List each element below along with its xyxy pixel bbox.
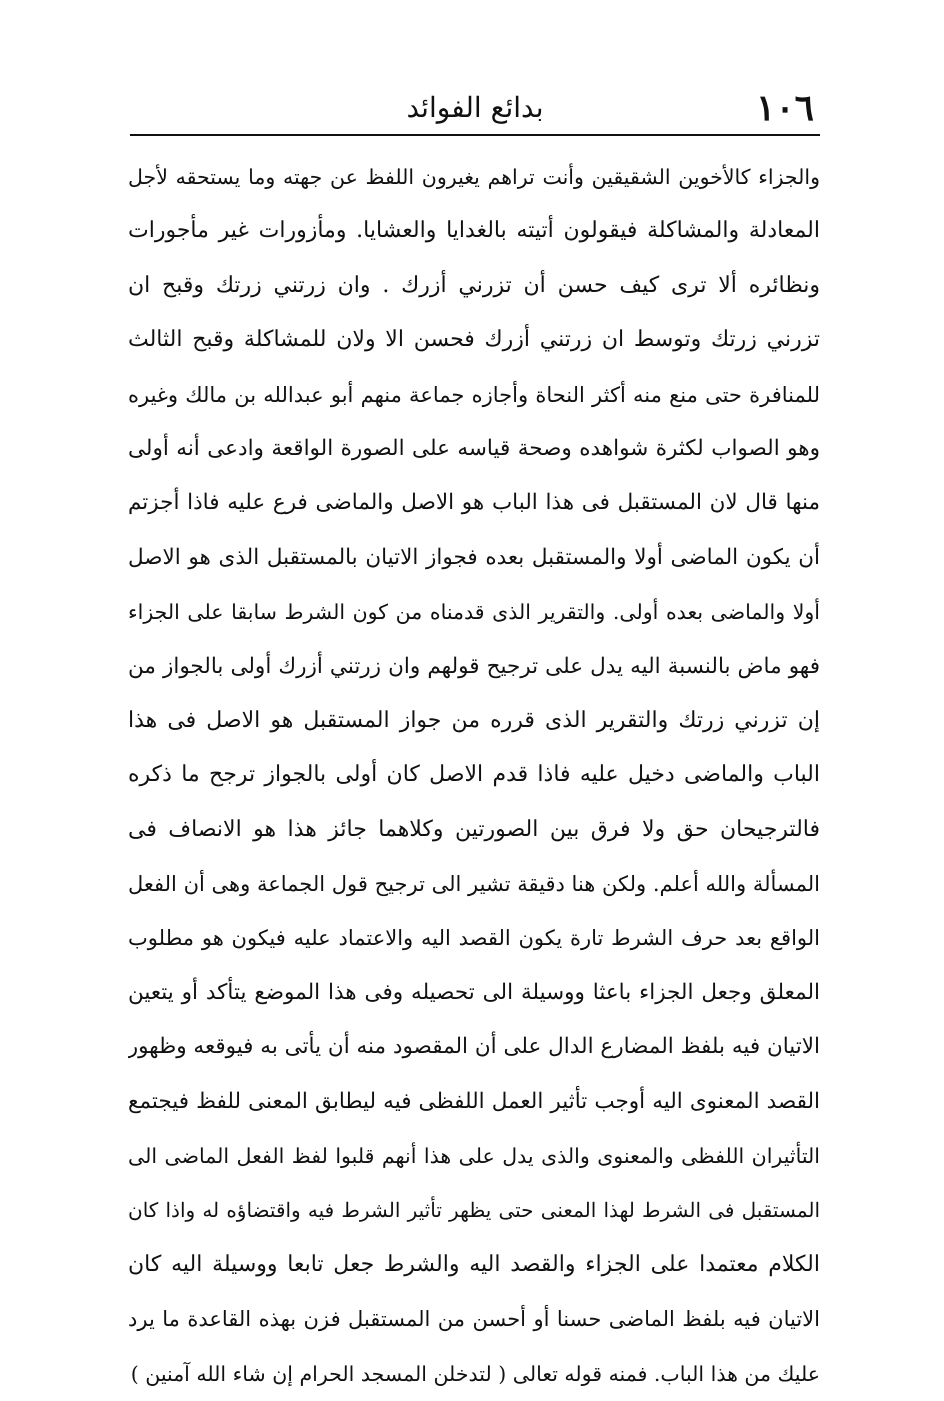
text-line: إن تزرني زرتك والتقرير الذى قرره من جواز المستقبل هو الاصل فى هذا [128,707,820,733]
text-line: القصد المعنوى اليه أوجب تأثير العمل اللفظى فيه ليطابق المعنى للفظ فيجتمع [128,1088,820,1114]
text-line: الكلام معتمدا على الجزاء والقصد اليه والشرط جعل تابعا ووسيلة اليه كان [128,1251,820,1277]
text-line: أن يكون الماضى أولا والمستقبل بعده فجواز الاتيان بالمستقبل الذى هو الاصل [128,544,820,570]
text-line: المستقبل فى الشرط لهذا المعنى حتى يظهر تأثير الشرط فيه واقتضاؤه له واذا كان [128,1198,820,1223]
page-number: ١٠٦ [755,87,814,129]
text-line: فهو ماض بالنسبة اليه يدل على ترجيح قولهم وان زرتني أزرك أولى بالجواز من [128,653,820,679]
header-rule [130,134,820,136]
text-line: المعلق وجعل الجزاء باعثا ووسيلة الى تحصيله وفى هذا الموضع يتأكد أو يتعين [128,979,820,1005]
text-line: الباب والماضى دخيل عليه فاذا قدم الاصل كان أولى بالجواز ترجح ما ذكره [128,762,820,788]
text-line: التأثيران اللفظى والمعنوى والذى يدل على هذا أنهم قلبوا لفظ الفعل الماضى الى [128,1144,820,1169]
text-line: فالترجيحان حق ولا فرق بين الصورتين وكلاهما جائز هذا هو الانصاف فى [128,816,820,842]
text-line: الاتيان فيه بلفظ الماضى حسنا أو أحسن من المستقبل فزن بهذه القاعدة ما يرد [128,1307,820,1332]
text-line: عليك من هذا الباب. فمنه قوله تعالى ( لتدخلن المسجد الحرام إن شاء الله آمنين ) [130,1361,820,1386]
body-text [128,150,820,1401]
text-line: المسألة والله أعلم. ولكن هنا دقيقة تشير الى ترجيح قول الجماعة وهى أن الفعل [128,872,820,897]
text-line: الاتيان فيه بلفظ المضارع الدال على أن المقصود منه أن يأتى به فيوقعه وظهور [128,1034,820,1060]
text-line: المعادلة والمشاكلة فيقولون أتيته بالغدايا والعشايا. ومأزورات غير مأجورات [128,218,820,244]
page-header [130,84,820,132]
text-line: وهو الصواب لكثرة شواهده وصحة قياسه على الصورة الواقعة وادعى أنه أولى [128,435,820,461]
text-line: ونظائره ألا ترى كيف حسن أن تزرني أزرك . وان زرتني زرتك وقبح ان [128,272,820,298]
text-line: منها قال لان المستقبل فى هذا الباب هو الاصل والماضى فرع عليه فاذا أجزتم [128,490,820,516]
text-line: أولا والماضى بعده أولى. والتقرير الذى قدمناه من كون الشرط سابقا على الجزاء [128,600,820,625]
text-line: الواقع بعد حرف الشرط تارة يكون القصد اليه والاعتماد عليه فيكون هو مطلوب [128,926,820,951]
running-title: بدائع الفوائد [406,91,544,124]
text-line: للمنافرة حتى منع منه أكثر النحاة وأجازه جماعة منهم أبو عبدالله بن مالك وغيره [128,382,820,407]
text-line: والجزاء كالأخوين الشقيقين وأنت تراهم يغيرون اللفظ عن جهته وما يستحقه لأجل [128,165,820,189]
text-line: تزرني زرتك وتوسط ان زرتني أزرك فحسن الا ولان للمشاكلة وقبح الثالث [128,327,820,353]
